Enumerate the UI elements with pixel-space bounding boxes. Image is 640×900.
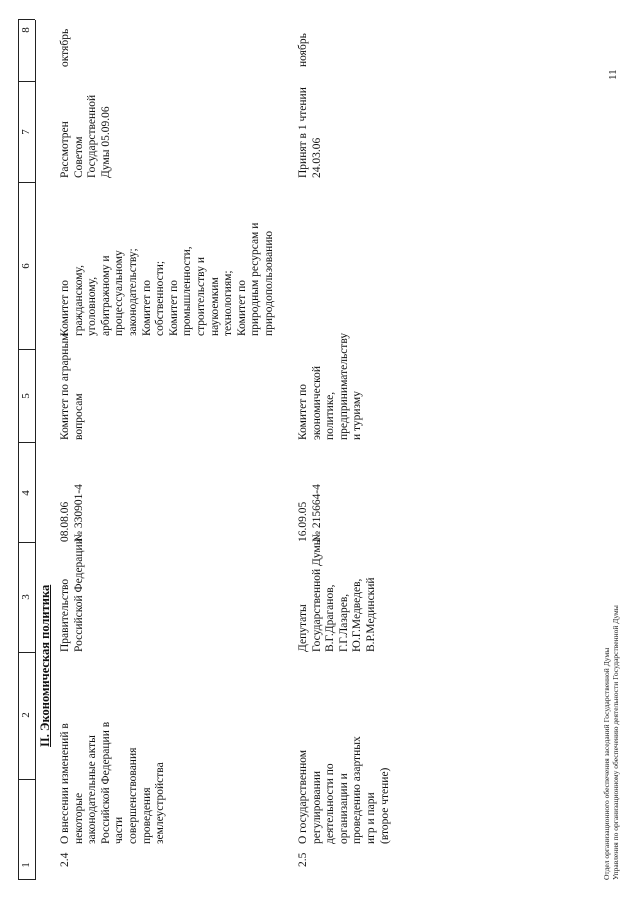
col-divider-3 — [18, 542, 35, 543]
row-2-4-status: Рассмотрен Советом Государственной Думы 05.09.06 — [59, 94, 112, 178]
row-2-4-number: 2.4 — [59, 852, 71, 867]
row-2-5-status: Принят в 1 чтении 24.03.06 — [297, 87, 323, 178]
col-number-8: 8 — [20, 27, 32, 33]
row-2-5-number: 2.5 — [297, 852, 309, 867]
col-divider-4 — [18, 442, 35, 443]
row-2-5-author: Депутаты Государственной Думы В.Г.Драганов, Г.Г.Лазарев, Ю.Г.Медведев, В.Р.Мединский — [297, 537, 377, 652]
col-number-4: 4 — [20, 490, 32, 496]
row-2-4-month: октябрь — [59, 28, 71, 67]
col-number-5: 5 — [20, 393, 32, 399]
col-divider-7 — [18, 81, 35, 82]
col-divider-2 — [18, 652, 35, 653]
row-2-4-responsible-committee: Комитет по аграрным вопросам — [59, 333, 85, 440]
row-2-5-title: О государственном регулировании деятельности по организации и проведению азартных игр и пари (второе чтение) — [297, 736, 391, 844]
col-divider-6 — [18, 182, 35, 183]
row-2-4-title: О внесении изменений в некоторые законодательные акты Российской Федерации в части совершенствования проведения землеустройства — [59, 721, 167, 844]
col-number-6: 6 — [20, 263, 32, 269]
table-top-border — [18, 20, 19, 880]
col-divider-1 — [18, 779, 35, 780]
section-title: II. Экономическая политика — [38, 584, 52, 747]
footer-line-2: Управления по организационному обеспечению деятельности Государственной Думы — [611, 605, 620, 880]
col-number-3: 3 — [20, 594, 32, 600]
col-divider-5 — [18, 349, 35, 350]
col-number-1: 1 — [20, 862, 32, 868]
row-2-4-co-executors: Комитет по гражданскому, уголовному, арбитражному и процессуальному законодательству; Комитет по собственности; Комитет по промышленности, строительству и наукоемким технологиям; Комитет по природным ресурсам и природопользованию — [59, 222, 275, 336]
row-2-4-author: Правительство Российской Федерации — [59, 538, 85, 652]
footer-line-1: Отдел организационного обеспечения заседаний Государственной Думы — [602, 647, 611, 880]
page-number: 11 — [607, 69, 619, 80]
col-number-2: 2 — [20, 712, 32, 718]
footer-department — [602, 360, 620, 880]
row-2-5-registration: 16.09.05 № 215664-4 — [297, 484, 323, 542]
row-2-5-month: ноябрь — [297, 33, 309, 67]
col-number-7: 7 — [20, 129, 32, 135]
row-2-4-registration: 08.08.06 № 330901-4 — [59, 484, 85, 542]
table-header-separator — [35, 20, 36, 880]
row-2-5-responsible-committee: Комитет по экономической политике, предпринимательству и туризму — [297, 332, 364, 440]
